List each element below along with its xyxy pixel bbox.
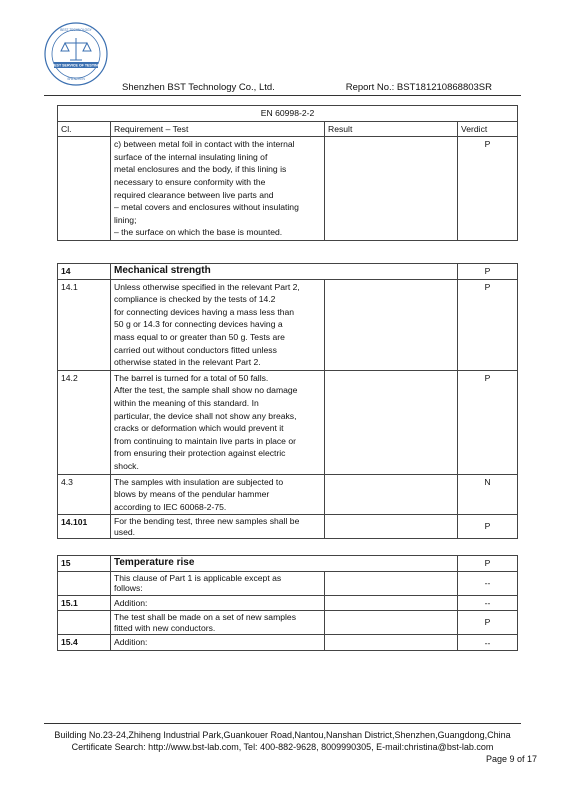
row-result [325,515,458,539]
req-line: carried out without conductors fitted unless [114,344,277,355]
table-row [58,595,518,611]
row-verdict: P [458,515,518,539]
row-clause: 14.101 [58,515,111,539]
req-line: Addition: [114,637,148,648]
row-clause: 4.3 [58,474,111,515]
row-result [325,474,458,515]
table-row [58,515,518,539]
report-number: Report No.: BST181210868803SR [345,82,492,93]
logo-text: BEST SERVICE OF TESTING [51,63,101,68]
req-line: from ensuring their protection against electric [114,448,286,459]
page-number: Page 9 of 17 [485,754,537,764]
row-result [325,571,458,595]
section-title: Mechanical strength [111,264,458,280]
logo-arc-bottom: SHENZHEN [67,77,85,81]
table-row [58,279,518,370]
table-row [58,611,518,635]
table-row [58,370,518,474]
req-line: shock. [114,460,139,471]
req-line: Unless otherwise specified in the relevant Part 2, [114,281,300,292]
req-line: follows: [114,583,143,594]
req-line: – the surface on which the base is mounted. [114,227,283,238]
col-requirement: Requirement – Test [111,121,325,137]
req-line: lining; [114,214,137,225]
req-line: used. [114,526,136,537]
req-line: – metal covers and enclosures without insulating [114,202,299,213]
row-clause: 14.1 [58,279,111,370]
section-14-table [57,263,518,539]
footer-contact: Certificate Search: http://www.bst-lab.com, Tel: 400-882-9628, 8009990305, E-mail:christina@bst-lab.com [71,742,494,752]
row-clause: 15.4 [58,635,111,651]
col-verdict: Verdict [458,121,518,137]
table-row [58,474,518,515]
header-divider [44,95,521,96]
section-15-table [57,555,518,651]
row-requirement [111,515,325,539]
req-line: within the meaning of this standard. In [114,397,259,408]
req-line: from continuing to maintain live parts in place or [114,435,296,446]
req-line: c) between metal foil in contact with the internal [114,139,295,150]
row-verdict: -- [458,635,518,651]
section-title: Temperature rise [111,556,458,572]
section-header-row [58,264,518,280]
row-result [325,279,458,370]
standard-title: EN 60998-2-2 [58,106,518,122]
footer-address: Building No.23-24,Zhiheng Industrial Park,Guankouer Road,Nantou,Nanshan District,Shenzhen,Guangdong,China [54,730,511,740]
row-verdict: -- [458,595,518,611]
req-line: The test shall be made on a set of new samples [114,612,297,623]
section-number: 15 [58,556,111,572]
req-line: blows by means of the pendular hammer [114,489,270,500]
row-verdict: P [458,370,518,474]
row-verdict: N [458,474,518,515]
section-verdict: P [458,556,518,572]
table-row [58,571,518,595]
continuation-table [57,105,518,241]
row-requirement [111,279,325,370]
row-requirement [111,595,325,611]
req-line: cracks or deformation which would prevent it [114,423,284,434]
row-result [325,595,458,611]
req-line: Addition: [114,597,148,608]
req-line: The barrel is turned for a total of 50 falls. [114,372,269,383]
req-line: For the bending test, three new samples shall be [114,516,300,527]
table-header-row [58,121,518,137]
section-number: 14 [58,264,111,280]
row-clause [58,571,111,595]
row-clause [58,611,111,635]
req-line: otherwise stated in the relevant Part 2. [114,357,261,368]
req-line: particular, the device shall not show any breaks, [114,410,297,421]
row-requirement [111,611,325,635]
req-line: required clearance between live parts and [114,189,274,200]
section-header-row [58,556,518,572]
row-clause: 14.2 [58,370,111,474]
row-result [325,370,458,474]
req-line: for connecting devices having a mass less than [114,306,295,317]
row-verdict: P [458,611,518,635]
req-line: compliance is checked by the tests of 14.2 [114,294,276,305]
row-requirement [111,474,325,515]
req-line: After the test, the sample shall show no damage [114,385,298,396]
row-result [325,635,458,651]
req-line: according to IEC 60068-2-75. [114,501,227,512]
row-requirement [111,137,325,241]
company-logo [44,22,108,86]
req-line: 50 g or 14.3 for connecting devices having a [114,319,283,330]
row-requirement [111,635,325,651]
section-verdict: P [458,264,518,280]
table-row [58,137,518,241]
row-verdict: -- [458,571,518,595]
req-line: The samples with insulation are subjected to [114,476,284,487]
col-result: Result [325,121,458,137]
row-requirement [111,571,325,595]
logo-arc-top: BEST TECHNOLOGY [60,28,92,32]
req-line: mass equal to or greater than 50 g. Tests are [114,331,285,342]
table-row [58,635,518,651]
req-line: surface of the internal insulating lining of [114,151,268,162]
company-name: Shenzhen BST Technology Co., Ltd. [122,82,275,93]
req-line: metal enclosures and the body, if this lining is [114,164,287,175]
row-clause [58,137,111,241]
row-result [325,137,458,241]
footer-divider [44,723,521,724]
req-line: fitted with new conductors. [114,622,216,633]
row-verdict: P [458,137,518,241]
row-verdict: P [458,279,518,370]
row-requirement [111,370,325,474]
row-result [325,611,458,635]
req-line: necessary to ensure conformity with the [114,176,266,187]
req-line: This clause of Part 1 is applicable except as [114,572,282,583]
row-clause: 15.1 [58,595,111,611]
scales-icon [61,38,91,60]
col-clause: Cl. [58,121,111,137]
